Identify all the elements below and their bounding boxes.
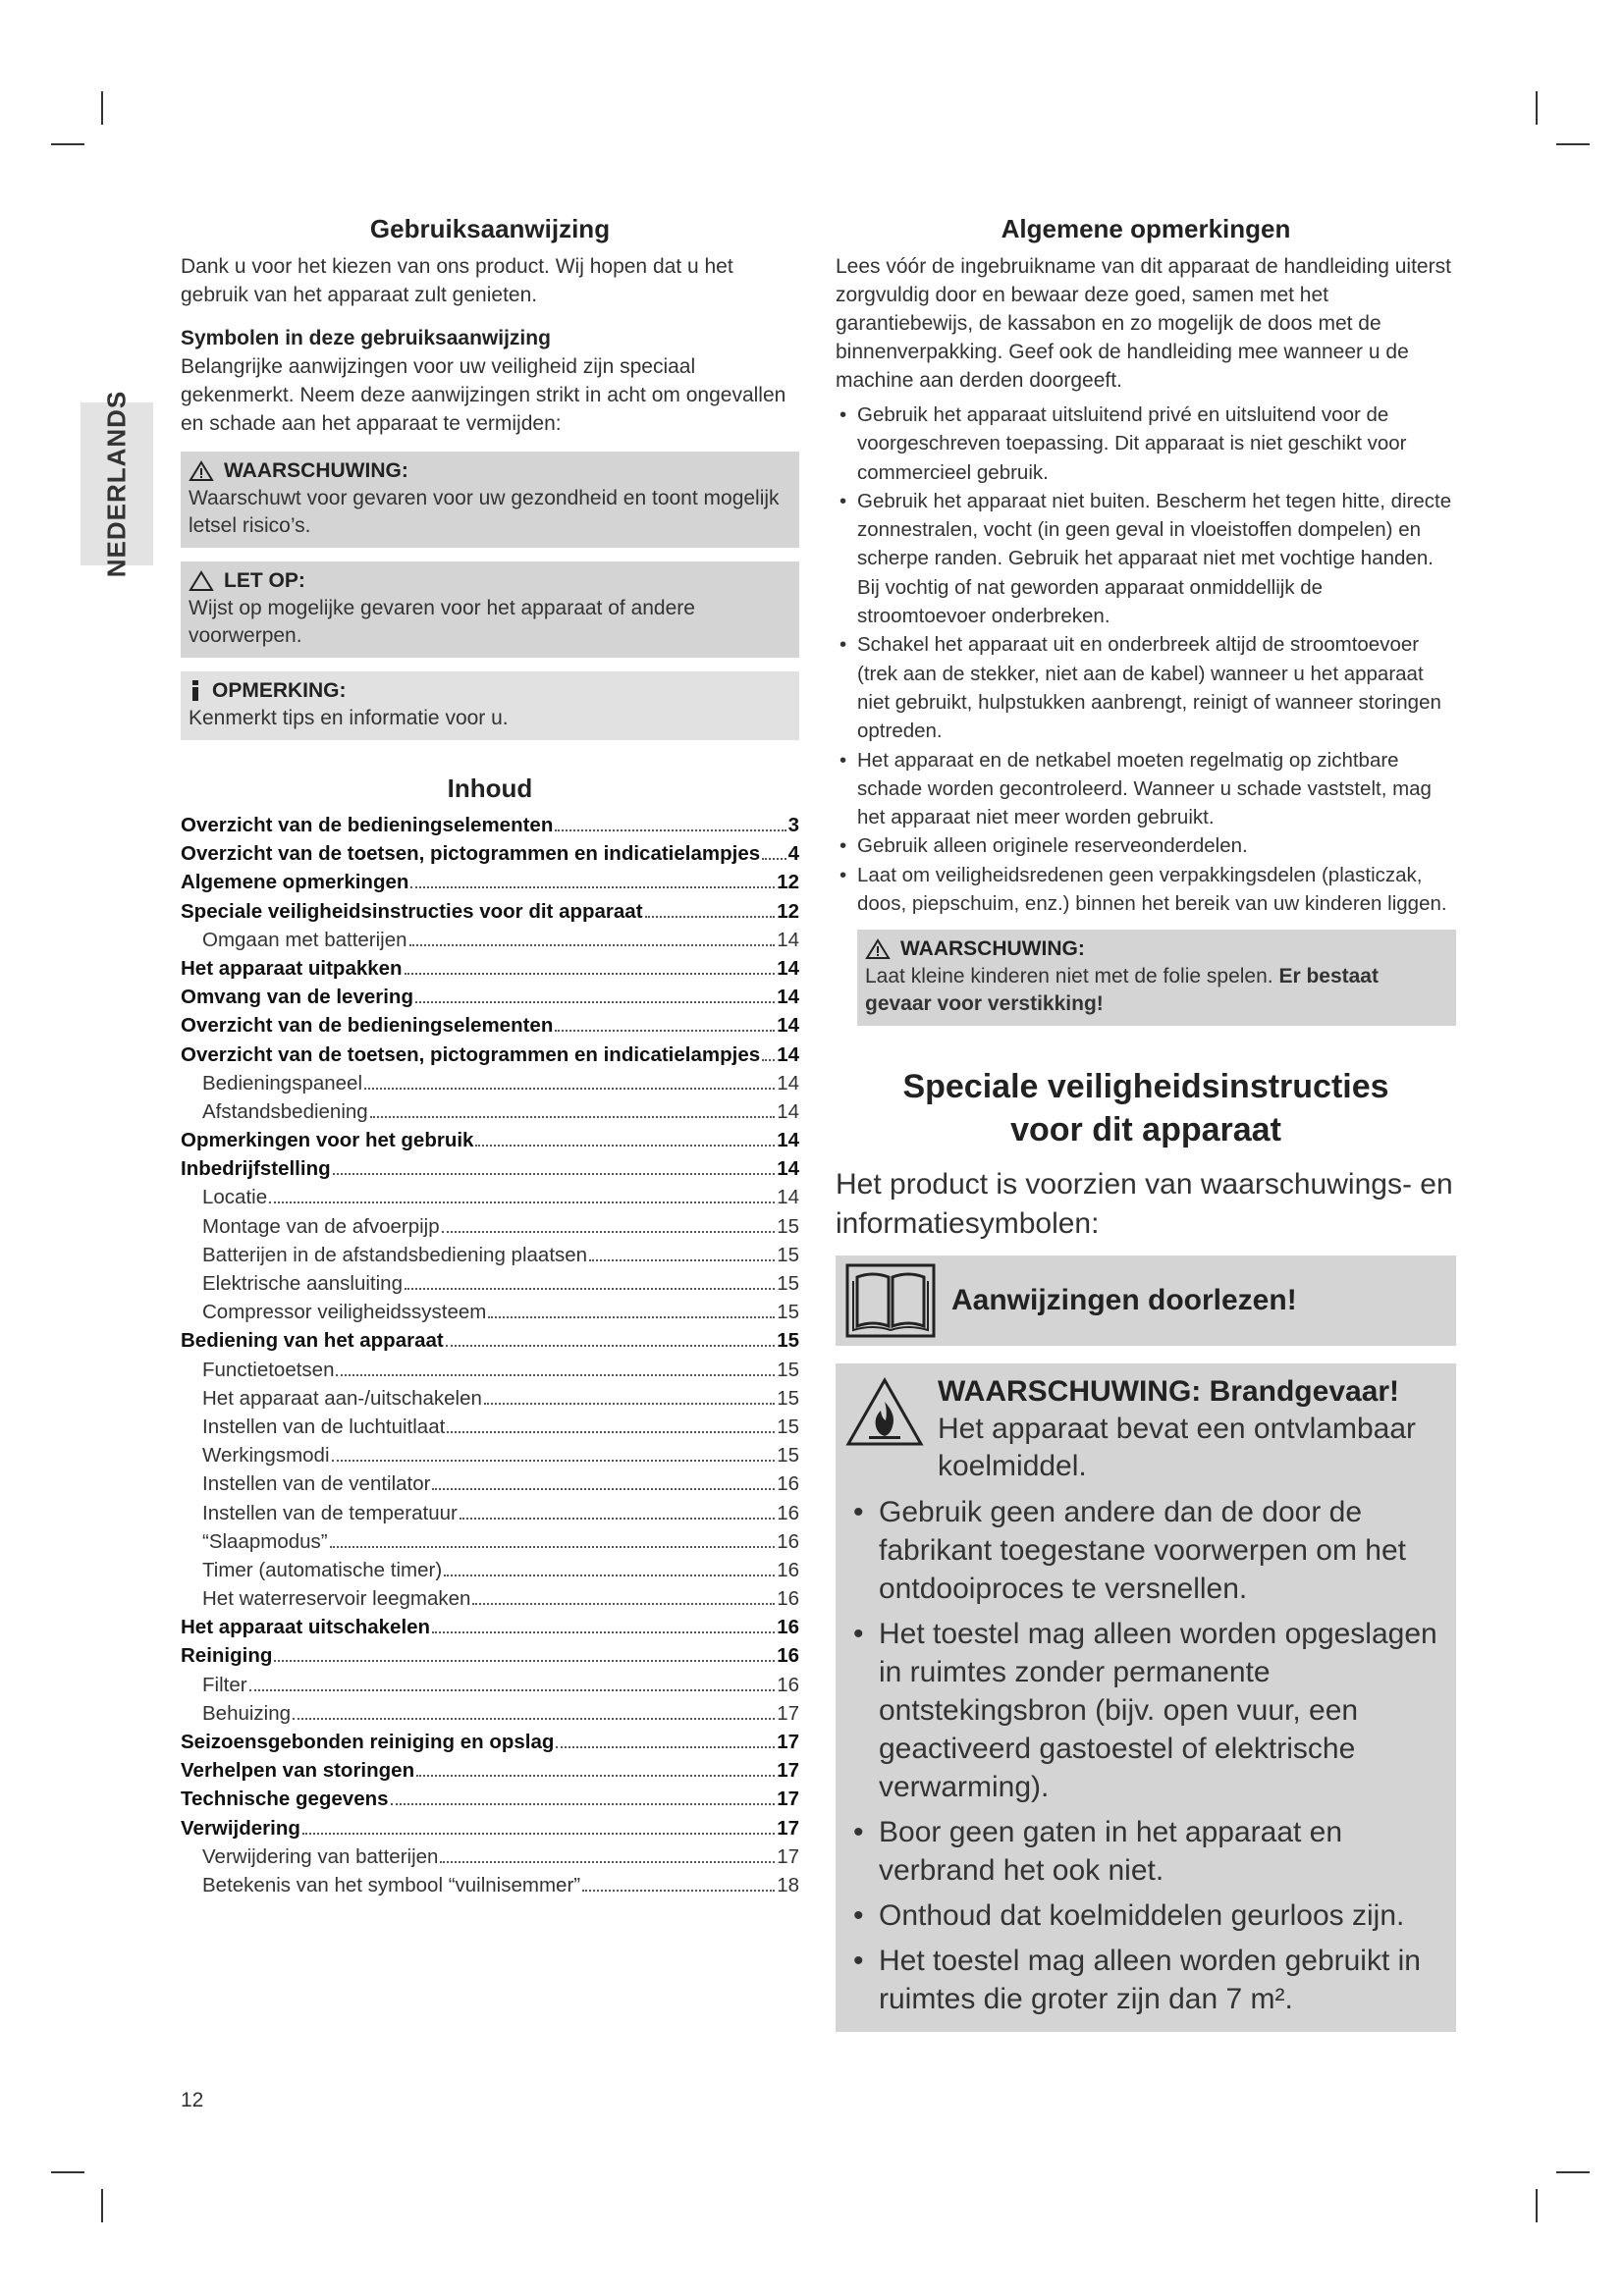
toc-leader-dots <box>302 1833 775 1835</box>
toc-entry-label: Algemene opmerkingen <box>181 871 409 894</box>
toc-entry-label: Instellen van de ventilator <box>202 1472 431 1496</box>
crop-mark <box>101 91 103 125</box>
toc-entry-label: Compressor veiligheidssysteem <box>202 1301 487 1324</box>
toc-leader-dots <box>555 1030 775 1032</box>
caution-text: Wijst op mogelijke gevaren voor het apparaat of andere voorwerpen. <box>189 597 695 647</box>
toc-leader-dots <box>249 1689 776 1691</box>
toc-entry-page: 16 <box>777 1673 799 1696</box>
toc-entry-label: Seizoensgebonden reiniging en opslag <box>181 1731 555 1753</box>
toc-entry-label: Elektrische aansluiting <box>202 1272 403 1295</box>
toc-leader-dots <box>410 886 775 888</box>
toc-entry-page: 14 <box>777 1071 799 1095</box>
toc-entry-label: Het apparaat uitschakelen <box>181 1616 431 1639</box>
toc-entry-page: 12 <box>777 871 799 894</box>
toc-entry-page: 15 <box>777 1444 799 1468</box>
toc-leader-dots <box>444 1575 775 1576</box>
toc-entry-page: 16 <box>777 1616 799 1639</box>
toc-entry-page: 14 <box>777 1099 799 1123</box>
toc-entry <box>181 1129 799 1157</box>
caution-title: LET OP: <box>224 569 305 592</box>
left-column <box>181 214 799 1902</box>
toc-leader-dots <box>293 1718 775 1720</box>
toc-leader-dots <box>269 1201 775 1203</box>
toc-entry-label: Montage van de afvoerpijp <box>202 1214 440 1238</box>
toc-entry <box>181 1329 799 1358</box>
toc-leader-dots <box>432 1488 775 1490</box>
toc-entry-page: 14 <box>777 928 799 951</box>
info-icon <box>189 679 202 703</box>
warning-box <box>181 452 799 548</box>
toc-leader-dots <box>555 829 785 831</box>
toc-entry <box>181 1244 799 1272</box>
toc-leader-dots <box>475 1145 775 1147</box>
toc-title: Inhoud <box>447 774 533 803</box>
toc-entry-label: Overzicht van de toetsen, pictogrammen en indicatielampjes <box>181 842 761 866</box>
toc-entry <box>181 1043 799 1072</box>
toc-entry-page: 16 <box>777 1472 799 1496</box>
toc-entry <box>181 1731 799 1759</box>
toc-entry <box>181 1301 799 1329</box>
list-item: • Gebruik alleen originele reserveonderdelen. <box>836 831 1456 860</box>
warning-text-bold: Er bestaat gevaar voor verstikking! <box>865 965 1379 1016</box>
fire-warning-title: WAARSCHUWING: Brandgevaar! <box>938 1375 1400 1409</box>
list-item: • Gebruik het apparaat uitsluitend privé en uitsluitend voor de voorgeschreven toepassing. Dit apparaat is niet geschikt voor commercieel gebruik. <box>836 400 1456 487</box>
toc-entry-label: Filter <box>202 1673 247 1696</box>
toc-entry <box>181 1272 799 1301</box>
toc-entry <box>181 814 799 842</box>
toc-entry <box>181 929 799 957</box>
toc-entry <box>181 1530 799 1559</box>
toc-entry-label: Overzicht van de bedieningselementen <box>181 814 554 836</box>
toc-entry-page: 16 <box>777 1529 799 1553</box>
toc-entry <box>181 1100 799 1129</box>
toc-leader-dots <box>447 1431 775 1433</box>
toc-entry-page: 15 <box>777 1329 799 1353</box>
toc-entry-label: Bediening van het apparaat <box>181 1329 444 1353</box>
toc-entry <box>181 1072 799 1100</box>
toc-leader-dots <box>484 1403 775 1405</box>
toc-entry-page: 16 <box>777 1587 799 1611</box>
toc-entry-page: 14 <box>777 1042 799 1066</box>
toc-leader-dots <box>391 1803 776 1805</box>
toc-entry-page: 15 <box>777 1272 799 1295</box>
toc-entry <box>181 1387 799 1415</box>
flammable-warning-icon <box>845 1377 924 1448</box>
toc-entry-label: Werkingsmodi <box>202 1444 330 1468</box>
toc-entry-label: Verhelpen van storingen <box>181 1759 415 1783</box>
toc-leader-dots <box>582 1890 775 1892</box>
toc-entry <box>181 1359 799 1387</box>
list-item: • Onthoud dat koelmiddelen geurloos zijn. <box>845 1896 1442 1935</box>
open-book-icon <box>845 1263 936 1338</box>
toc-leader-dots <box>488 1316 775 1318</box>
toc-entry <box>181 1874 799 1902</box>
toc-leader-dots <box>440 1861 775 1863</box>
toc-leader-dots <box>415 1001 775 1003</box>
language-side-tab <box>81 390 153 578</box>
suffocation-warning-box <box>857 930 1456 1026</box>
toc-entry-label: Omvang van de levering <box>181 986 413 1009</box>
toc-entry-label: Speciale veiligheidsinstructies voor dit apparaat <box>181 899 643 923</box>
toc-entry-page: 16 <box>777 1644 799 1668</box>
fire-warning-text: Het apparaat bevat een ontvlambaar koelmiddel. <box>938 1413 1416 1483</box>
toc-entry-label: Timer (automatische timer) <box>202 1558 443 1581</box>
toc-entry <box>181 842 799 871</box>
toc-entry-label: Omgaan met batterijen <box>202 928 407 951</box>
crop-mark <box>1536 2189 1538 2222</box>
read-instructions-box <box>836 1255 1456 1346</box>
manual-title: Gebruiksaanwijzing <box>369 214 611 243</box>
warning-title: WAARSCHUWING: <box>224 459 408 482</box>
list-item: • Het toestel mag alleen worden opgeslagen in ruimtes zonder permanente ontstekingsbron (bijv. open vuur, een geactiveerd gastoestel of elektrische verwarming). <box>845 1615 1442 1806</box>
page-number: 12 <box>181 2089 204 2111</box>
toc-entry-label: Instellen van de temperatuur <box>202 1501 458 1524</box>
list-item: • Laat om veiligheidsredenen geen verpakkingsdelen (plasticzak, doos, piepschuim, enz.) binnen het bereik van uw kinderen liggen. <box>836 861 1456 919</box>
toc-entry-label: Betekenis van het symbool “vuilnisemmer” <box>202 1873 581 1896</box>
toc-entry <box>181 1587 799 1616</box>
toc-entry <box>181 1702 799 1731</box>
toc-entry <box>181 1788 799 1816</box>
fire-warning-box <box>836 1363 1456 2032</box>
caution-box <box>181 561 799 658</box>
toc-entry-label: Reiniging <box>181 1644 273 1668</box>
toc-entry-label: Functietoetsen <box>202 1358 335 1381</box>
language-label: NEDERLANDS <box>101 390 132 578</box>
toc-entry <box>181 1215 799 1244</box>
toc-entry-label: Inbedrijfstelling <box>181 1157 331 1181</box>
toc-entry-page: 16 <box>777 1558 799 1581</box>
toc-entry <box>181 986 799 1014</box>
toc-entry-page: 14 <box>777 1129 799 1152</box>
toc-entry-label: Batterijen in de afstandsbediening plaatsen <box>202 1243 588 1266</box>
toc-entry-page: 15 <box>777 1415 799 1438</box>
toc-entry <box>181 1415 799 1444</box>
symbols-text: Belangrijke aanwijzingen voor uw veiligheid zijn speciaal gekenmerkt. Neem deze aanwijzingen strikt in acht om ongevallen en schade aan het apparaat te vermijden: <box>181 355 786 435</box>
note-box <box>181 671 799 740</box>
warning-triangle-icon <box>865 938 891 960</box>
toc-leader-dots <box>645 916 776 918</box>
toc-entry-page: 3 <box>787 814 799 836</box>
table-of-contents <box>181 814 799 1902</box>
general-remarks-intro: Lees vóór de ingebruikname van dit apparaat de handleiding uiterst zorgvuldig door en bewaar deze goed, samen met het garantiebewijs, de kassabon en zo mogelijk de doos met de binnenverpakking. Geef ook de handleiding mee wanneer u de machine aan derden doorgeeft. <box>836 255 1451 392</box>
toc-entry-label: Overzicht van de toetsen, pictogrammen en indicatielampjes <box>181 1042 761 1066</box>
toc-leader-dots <box>364 1088 775 1090</box>
toc-leader-dots <box>333 1173 776 1175</box>
toc-leader-dots <box>762 1059 775 1061</box>
toc-entry-page: 17 <box>777 1816 799 1840</box>
toc-entry-page: 14 <box>777 956 799 980</box>
toc-entry-page: 18 <box>777 1873 799 1896</box>
general-remarks-title: Algemene opmerkingen <box>1001 214 1291 243</box>
toc-leader-dots <box>432 1631 775 1633</box>
toc-entry-label: Het apparaat aan-/uitschakelen <box>202 1386 482 1410</box>
toc-leader-dots <box>370 1116 776 1118</box>
toc-entry-page: 14 <box>777 986 799 1009</box>
safety-title-line-1: Speciale veiligheidsinstructies <box>902 1068 1389 1106</box>
toc-leader-dots <box>336 1374 775 1376</box>
toc-leader-dots <box>409 944 776 946</box>
toc-leader-dots <box>274 1660 775 1662</box>
toc-entry-label: Verwijdering van batterijen <box>202 1844 439 1868</box>
list-item: • Gebruik het apparaat niet buiten. Bescherm het tegen hitte, directe zonnestralen, vocht (in geen geval in vloeistoffen dompelen) en scherpe randen. Gebruik het apparaat niet met vochtige handen. Bij vochtig of nat geworden apparaat onmiddellijk de stroomtoevoer onderbreken. <box>836 487 1456 630</box>
toc-leader-dots <box>405 973 776 975</box>
symbols-heading: Symbolen in deze gebruiksaanwijzing <box>181 327 551 349</box>
toc-leader-dots <box>762 858 785 860</box>
warning-text: Waarschuwt voor gevaren voor uw gezondheid en toont mogelijk letsel risico’s. <box>189 487 780 537</box>
toc-entry-page: 12 <box>777 899 799 923</box>
toc-entry-page: 14 <box>777 1186 799 1209</box>
toc-entry-label: Opmerkingen voor het gebruik <box>181 1129 474 1152</box>
toc-leader-dots <box>589 1259 775 1261</box>
manual-intro: Dank u voor het kiezen van ons product. Wij hopen dat u het gebruik van het apparaat zult genieten. <box>181 255 733 306</box>
toc-entry-label: Het waterreservoir leegmaken <box>202 1587 471 1611</box>
toc-entry-page: 15 <box>777 1386 799 1410</box>
toc-entry <box>181 1817 799 1845</box>
fire-warning-list <box>845 1493 1442 2018</box>
toc-entry <box>181 1759 799 1788</box>
toc-leader-dots <box>460 1518 775 1520</box>
toc-entry <box>181 957 799 986</box>
toc-leader-dots <box>416 1775 775 1777</box>
toc-entry-label: Behuizing <box>202 1701 292 1725</box>
toc-leader-dots <box>330 1546 776 1548</box>
toc-entry-label: Instellen van de luchtuitlaat <box>202 1415 446 1438</box>
toc-entry-page: 17 <box>777 1759 799 1783</box>
toc-entry-label: Verwijdering <box>181 1816 300 1840</box>
toc-entry <box>181 1157 799 1186</box>
toc-entry-label: Bedieningspaneel <box>202 1071 362 1095</box>
right-column <box>836 214 1456 2032</box>
crop-mark <box>1556 2171 1590 2173</box>
list-item: • Het apparaat en de netkabel moeten regelmatig op zichtbare schade worden gecontroleerd. Wanneer u schade vaststelt, mag het apparaat niet meer worden gebruikt. <box>836 746 1456 832</box>
crop-mark <box>1556 143 1590 145</box>
crop-mark <box>101 2189 103 2222</box>
toc-entry-page: 15 <box>777 1358 799 1381</box>
toc-entry <box>181 1502 799 1530</box>
toc-entry-page: 17 <box>777 1788 799 1811</box>
warning-text-normal: Laat kleine kinderen niet met de folie spelen. <box>865 965 1279 988</box>
toc-entry-label: “Slaapmodus” <box>202 1529 328 1553</box>
safety-intro: Het product is voorzien van waarschuwings- en informatiesymbolen: <box>836 1168 1453 1241</box>
toc-entry <box>181 1559 799 1587</box>
toc-entry-page: 4 <box>787 842 799 866</box>
toc-entry-page: 15 <box>777 1301 799 1324</box>
toc-leader-dots <box>332 1460 776 1462</box>
list-item: • Gebruik geen andere dan de door de fabrikant toegestane voorwerpen om het ontdooiproces te versnellen. <box>845 1493 1442 1608</box>
toc-entry <box>181 1014 799 1042</box>
toc-entry-page: 14 <box>777 1014 799 1038</box>
toc-entry-label: Het apparaat uitpakken <box>181 956 403 980</box>
crop-mark <box>1536 91 1538 125</box>
toc-entry-label: Locatie <box>202 1186 268 1209</box>
list-item: • Schakel het apparaat uit en onderbreek altijd de stroomtoevoer (trek aan de stekker, niet aan de kabel) wanneer u het apparaat niet gebruikt, hulpstukken aanbrengt, reinigt of wanneer storingen optreden. <box>836 630 1456 745</box>
toc-entry <box>181 1616 799 1644</box>
toc-entry-label: Overzicht van de bedieningselementen <box>181 1014 554 1038</box>
toc-entry-page: 17 <box>777 1844 799 1868</box>
toc-entry <box>181 1186 799 1214</box>
toc-leader-dots <box>405 1288 775 1290</box>
toc-entry-page: 17 <box>777 1731 799 1753</box>
warning-title: WAARSCHUWING: <box>900 937 1085 961</box>
toc-entry-page: 17 <box>777 1701 799 1725</box>
toc-entry <box>181 1444 799 1472</box>
caution-triangle-icon <box>189 570 214 592</box>
toc-leader-dots <box>446 1345 775 1347</box>
crop-mark <box>51 2171 84 2173</box>
toc-leader-dots <box>472 1603 775 1605</box>
list-item: • Boor geen gaten in het apparaat en verbrand het ook niet. <box>845 1813 1442 1890</box>
note-title: OPMERKING: <box>212 679 347 702</box>
toc-entry <box>181 1674 799 1702</box>
safety-title-line-2: voor dit apparaat <box>1010 1111 1281 1149</box>
safety-instructions-title <box>836 1065 1456 1151</box>
list-item: • Het toestel mag alleen worden gebruikt in ruimtes die groter zijn dan 7 m². <box>845 1942 1442 2018</box>
toc-entry-page: 16 <box>777 1501 799 1524</box>
note-text: Kenmerkt tips en informatie voor u. <box>189 707 509 729</box>
toc-leader-dots <box>442 1231 776 1233</box>
crop-mark <box>51 143 84 145</box>
read-instructions-label: Aanwijzingen doorlezen! <box>951 1284 1297 1317</box>
toc-entry <box>181 1472 799 1501</box>
toc-leader-dots <box>556 1746 775 1748</box>
warning-text <box>865 963 1448 1018</box>
toc-entry-page: 15 <box>777 1214 799 1238</box>
toc-entry-label: Afstandsbediening <box>202 1099 368 1123</box>
toc-entry <box>181 1845 799 1874</box>
toc-entry-page: 14 <box>777 1157 799 1181</box>
toc-entry <box>181 900 799 929</box>
toc-entry-page: 15 <box>777 1243 799 1266</box>
warning-triangle-icon <box>189 460 214 482</box>
toc-entry <box>181 871 799 899</box>
toc-entry <box>181 1644 799 1673</box>
general-remarks-list <box>836 400 1456 918</box>
toc-entry-label: Technische gegevens <box>181 1788 389 1811</box>
